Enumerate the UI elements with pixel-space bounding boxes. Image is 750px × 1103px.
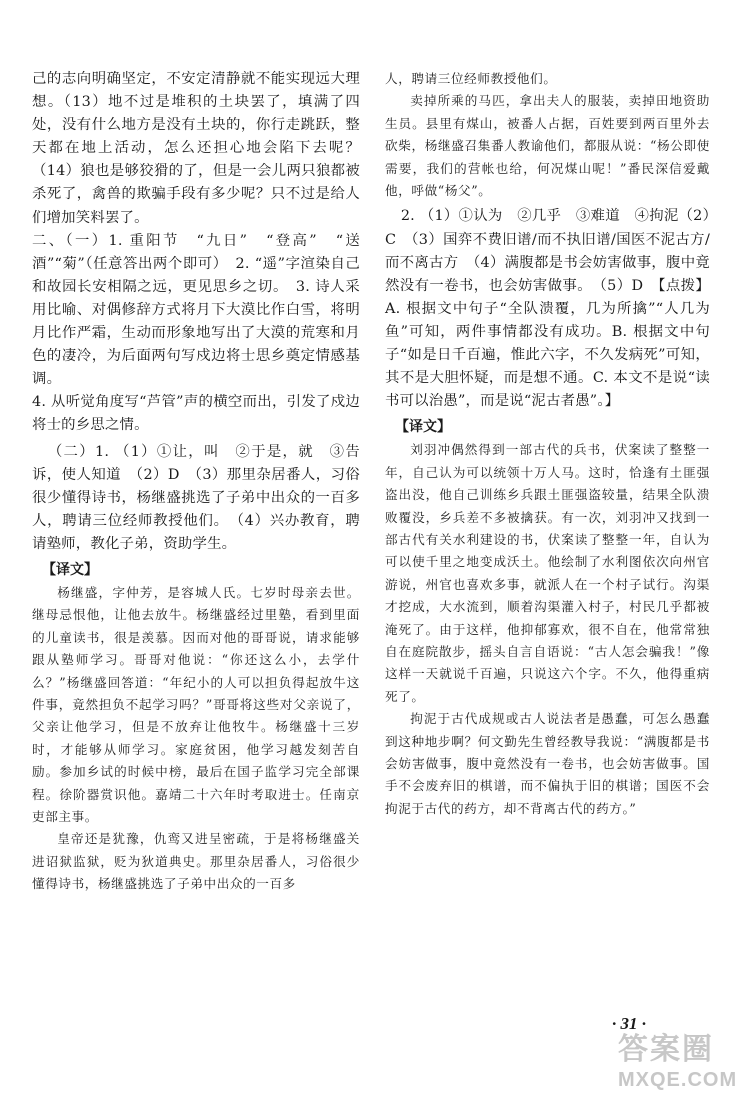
left-answers bbox=[32, 68, 360, 556]
watermark-logo bbox=[618, 1032, 744, 1098]
watermark-text: 答案圈 bbox=[618, 1033, 714, 1066]
answer-paragraph: 2. （1）①认为 ②几乎 ③难道 ④拘泥（2）C （3）国弈不费旧谱/而不执旧谱/国医不泥古方/而不离古方 （4）满腹都是书会妨害做事，腹中竟然没有一卷书，也会妨害做事。 （5）D 【点拨】A. 根据文中句子“全队溃覆，几为所擒”“人几为鱼”可知，两件事情都没有成功。B. 根据文中句子“如是日千百遍，惟此六字，不久发病死”可知，其不是大胆怀疑，而是想不通。C. 本文不是说“读书可以治愚”，而是说“泥古者愚”。】 bbox=[385, 208, 710, 410]
translation-paragraph: 皇帝还是犹豫，仇鸾又进呈密疏，于是将杨继盛关进诏狱监狱，贬为狄道典史。那里杂居番人，习俗很少懂得诗书，杨继盛挑选了子弟中出众的一百多 bbox=[32, 831, 360, 892]
answer-paragraph: 4. 从听觉角度写“芦管”声的横空而出，引发了戍边将士的乡思之情。 bbox=[32, 394, 360, 434]
right-translation bbox=[385, 439, 710, 820]
translation-heading: 【译文】 bbox=[42, 561, 98, 578]
translation-paragraph: 杨继盛，字仲芳，是容城人氏。七岁时母亲去世。继母忌恨他，让他去放牛。杨继盛经过里塾，看到里面的儿童读书，很是羡慕。因而对他的哥哥说，请求能够跟从塾师学习。哥哥对他说：“你还这么小，去学什么？”杨继盛回答道：“年纪小的人可以担负得起放牛这件事，竟然担负不起学习吗？”哥哥将这些对父亲说了，父亲让他学习，但是不放弃让他牧牛。杨继盛十三岁时，才能够从师学习。家庭贫困，他学习越发刻苦自励。参加乡试的时候中榜，最后在国子监学习完全部课程。徐阶器赏识他。嘉靖二十六年时考取进士。任南京吏部主事。 bbox=[32, 584, 360, 825]
answer-paragraph: 己的志向明确坚定，不安定清静就不能实现远大理想。（13）地不过是堆积的土块罢了，填满了四处，没有什么地方是没有土块的，你行走跳跃，整天都在地上活动，怎么还担心地会陷下去呢？（14）狼也是够狡猾的了，但是一会儿两只狼都被杀死了，禽兽的欺骗手段有多少呢？只不过是给人们增加笑料罢了。 bbox=[32, 71, 360, 226]
translation-heading: 【译文】 bbox=[395, 419, 451, 436]
answer-paragraph: 二、（一）1. 重阳节 “九日” “登高” “送酒”“菊”（任意答出两个即可） 2. “遥”字渲染自己和故园长安相隔之远，更见思乡之切。 3. 诗人采用比喻、对偶修辞方式将月下大漠比作白雪，将明月比作严霜，生动而形象地写出了大漠的荒寒和月色的凄冷，为后面两句写戍边将士思乡奠定情感基调。 bbox=[32, 232, 360, 388]
answer-paragraph: （二）1. （1）①让，叫 ②于是，就 ③告诉，使人知道 （2）D （3）那里杂居番人，习俗很少懂得诗书，杨继盛挑选了子弟中出众的一百多人，聘请三位经师教授他们。 （4）兴办教育，聘请塾师，教化子弟，资助学生。 bbox=[32, 443, 360, 552]
left-translation bbox=[32, 582, 360, 896]
right-answers bbox=[385, 205, 710, 413]
translation-paragraph: 拘泥于古代成规或古人说法者是愚蠢，可怎么愚蠢到这种地步啊？何文勤先生曾经教导我说：“满腹都是书会妨害做事，腹中竟然没有一卷书，也会妨害做事。国手不会废弃旧的棋谱，而不偏执于旧的棋谱；国医不会拘泥于古代的药方，却不背离古代的药方。” bbox=[385, 711, 710, 816]
translation-paragraph: 卖掉所乘的马匹，拿出夫人的服装，卖掉田地资助生员。县里有煤山，被番人占据，百姓要到两百里外去砍柴，杨继盛召集番人教谕他们，都服从说：“杨公即使需要，我们的营帐也给，何况煤山呢！”番民深信爱戴他，呼做“杨父”。 bbox=[385, 93, 710, 199]
left-column bbox=[32, 68, 360, 896]
translation-paragraph: 人，聘请三位经师教授他们。 bbox=[385, 71, 557, 86]
watermark-url: MXQE.COM bbox=[618, 1069, 738, 1091]
translation-paragraph: 刘羽冲偶然得到一部古代的兵书，伏案读了整整一年，自己认为可以统领十万人马。这时，恰逢有土匪强盗出没，他自己训练乡兵跟土匪强盗较量，结果全队溃败覆没，乡兵差不多被擒获。有一次，刘羽冲又找到一部古代有关水利建设的书，伏案读了整整一年，自认为可以使千里之地变成沃土。他绘制了水利图依次向州官游说，州官也喜欢多事，就派人在一个村子试行。沟渠才挖成，大水流到，顺着沟渠灌入村子，村民几乎都被淹死了。由于这样，他抑郁寡欢，很不自在，他常常独自在庭院散步，摇头自言自语说：“古人怎会骗我！”像这样一天就说千百遍，只说这六个字。不久，他得重病死了。 bbox=[385, 442, 710, 704]
right-translation-continued bbox=[385, 68, 710, 202]
page-number: · 31 · bbox=[612, 1014, 646, 1033]
right-column bbox=[385, 68, 710, 820]
